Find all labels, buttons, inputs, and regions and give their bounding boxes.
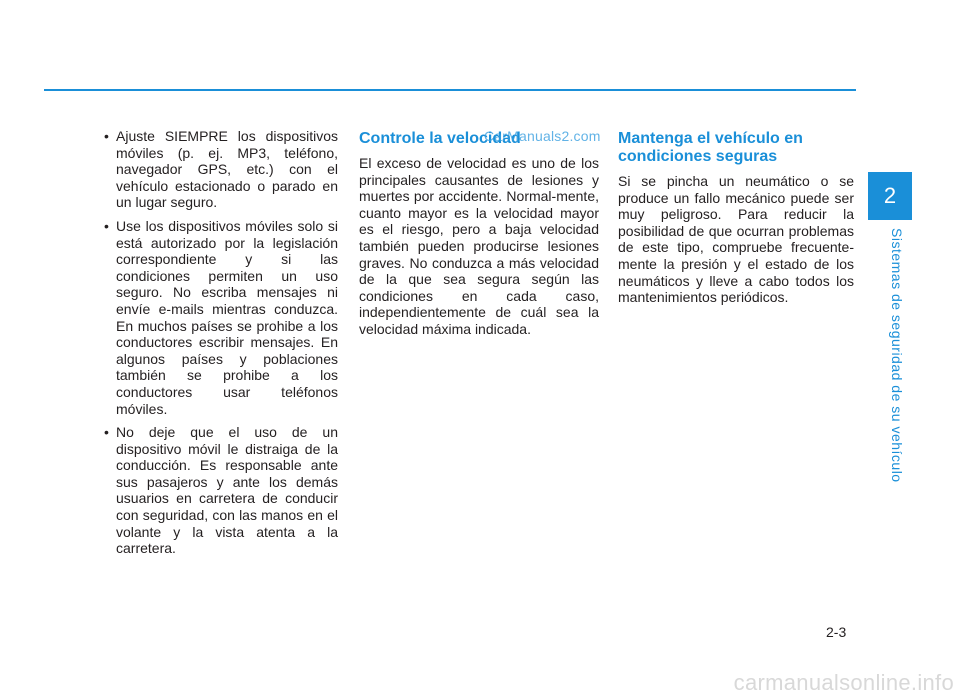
column-maintenance [618, 130, 854, 306]
section-body-speed: El exceso de velocidad es uno de los principales causantes de lesiones y muertes por accidente. Normal-mente, cuanto mayor es la velocidad mayor es el riesgo, pero a baja velocidad también pueden producirse lesiones graves. No conduzca a más velocidad de la que sea segura según las condiciones en cada caso, independientemente de cuál sea la velocidad máxima indicada. [359, 155, 599, 337]
section-heading-speed: Controle la velocidad [359, 130, 521, 147]
chapter-number-tab: 2 [868, 172, 912, 220]
chapter-title: Sistemas de seguridad de su vehículo [889, 228, 905, 483]
column-safety-devices [104, 128, 338, 564]
footer-watermark[interactable]: carmanualsonline.info [733, 670, 954, 695]
bullet-item: • No deje que el uso de un dispositivo móvil le distraiga de la conducción. Es responsable ante sus pasajeros y ante los demás usuarios en carretera de conducir con seguridad, con las manos en el volante y la vista atenta a la carretera. [104, 424, 338, 557]
bullet-item: • Use los dispositivos móviles solo si está autorizado por la legislación correspondiente y si las condiciones permiten un uso seguro. No escriba mensajes ni envíe e-mails mientras conduzca. En muchos países se prohibe a los conductores escribir mensajes. En algunos países y poblaciones también se prohibe a los conductores usar teléfonos móviles. [104, 218, 338, 417]
column-speed [359, 130, 599, 338]
section-heading-maintenance: Mantenga el vehículo en condiciones seguras [618, 130, 803, 165]
bullet-item: • Ajuste SIEMPRE los dispositivos móviles (p. ej. MP3, teléfono, navegador GPS, etc.) con el vehículo estacionado o parado en un lugar seguro. [104, 128, 338, 211]
watermark-link[interactable]: CarManuals2.com [484, 128, 601, 144]
section-body-maintenance: Si se pincha un neumático o se produce un fallo mecánico puede ser muy peligroso. Para reducir la posibilidad de que ocurran problemas de este tipo, compruebe frecuente-mente la presión y el estado de los neumáticos y lleve a cabo todos los mantenimientos periódicos. [618, 173, 854, 306]
page-number: 2-3 [826, 624, 847, 640]
bullet-list [104, 128, 338, 557]
header-rule [44, 89, 856, 91]
